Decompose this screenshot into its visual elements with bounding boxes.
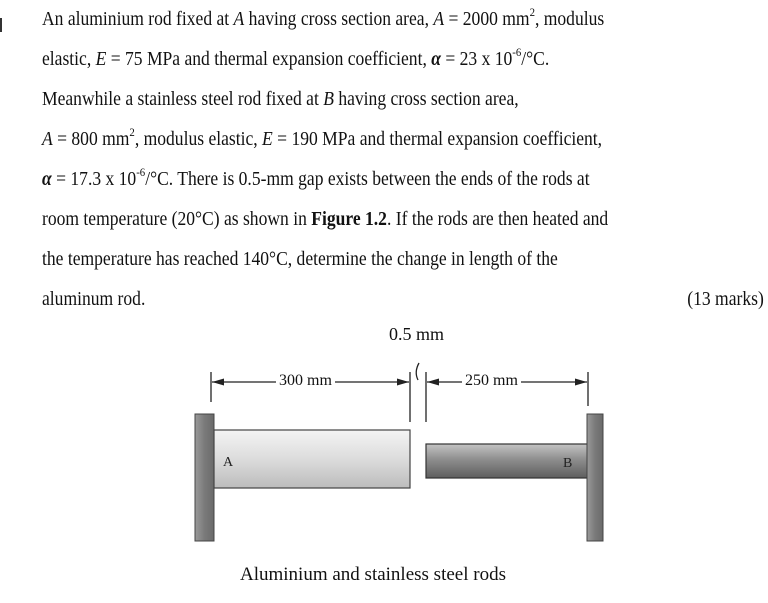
figure-caption: Aluminium and stainless steel rods <box>240 564 506 585</box>
problem-line-3: Meanwhile a stainless steel rod fixed at B having cross section area, <box>42 89 519 110</box>
rod-b-label: B <box>563 456 573 471</box>
gap-label: 0.5 mm <box>389 324 445 344</box>
margin-marker <box>0 18 2 32</box>
problem-statement <box>42 0 764 320</box>
problem-line-1: An aluminium rod fixed at A having cross section area, A = 2000 $mm^2$, modulus <box>42 4 605 30</box>
arrow-left-end <box>397 379 409 386</box>
figure-reference: Figure 1.2 <box>311 209 387 230</box>
arrow-left-start <box>212 379 224 386</box>
problem-line-6: room temperature (20°C) as shown in Figure 1.2. If the rods are then heated and <box>42 209 609 230</box>
problem-line-2: elastic, E = 75 MPa and thermal expansion coefficient, α = 23 x $10^{-6}/^\circ C$. <box>42 44 550 70</box>
problem-line-8: aluminum rod. (13 marks) <box>42 280 764 320</box>
dimension-label-left: 300 mm <box>276 372 335 390</box>
problem-line-7: the temperature has reached 140°C, determine the change in length of the <box>42 249 558 270</box>
marks-label: (13 marks) <box>687 289 764 310</box>
problem-line-4: A = 800 $mm^2$, modulus elastic, E = 190 MPa and thermal expansion coefficient, <box>42 124 603 150</box>
dimension-label-right: 250 mm <box>462 372 521 390</box>
wall-a <box>195 414 214 541</box>
rod-a <box>214 430 410 488</box>
problem-line-5: α = 17.3 x $10^{-6}/^\circ C$. There is 0.5-mm gap exists between the ends of the rods at <box>42 164 590 190</box>
rod-a-label: A <box>223 455 234 470</box>
rod-diagram <box>0 320 768 603</box>
arrow-right-end <box>575 379 587 386</box>
wall-b <box>587 414 603 541</box>
gap-leader <box>416 363 419 380</box>
rod-figure <box>0 320 768 603</box>
arrow-right-start <box>427 379 439 386</box>
